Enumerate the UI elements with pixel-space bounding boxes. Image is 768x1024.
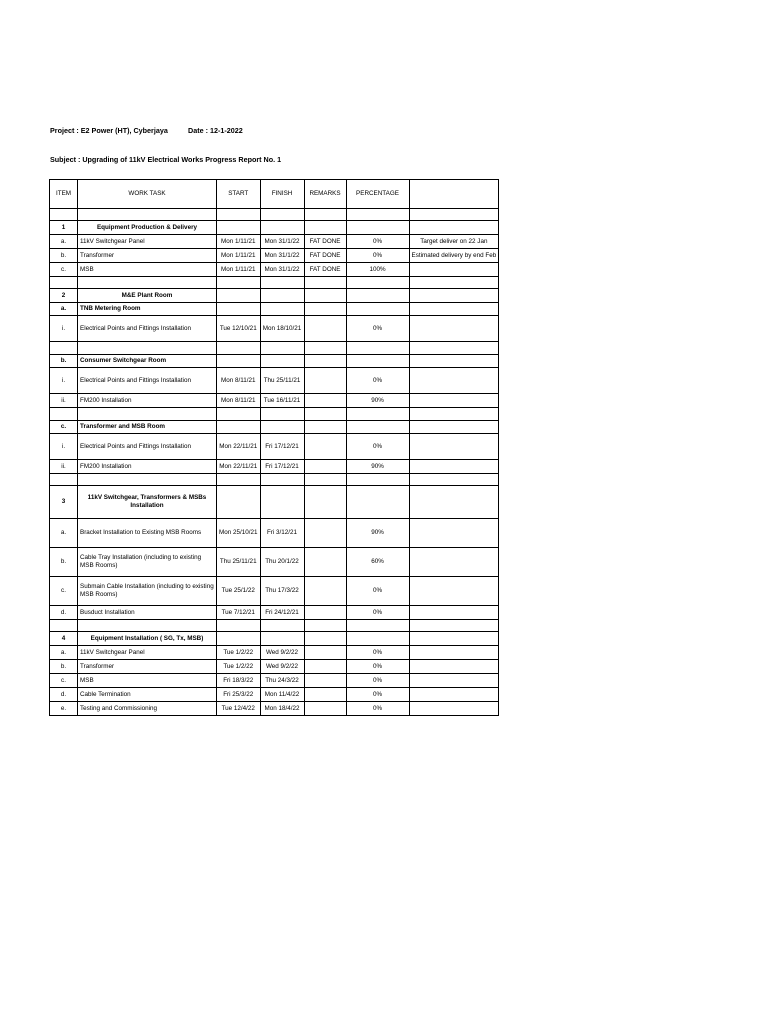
cell-start: Mon 25/10/21 bbox=[217, 519, 261, 548]
cell-remarks bbox=[304, 577, 346, 606]
col-header-start: START bbox=[217, 180, 261, 209]
cell-notes bbox=[409, 702, 499, 716]
cell-item: b. bbox=[50, 249, 78, 263]
table-row bbox=[50, 519, 499, 548]
cell-start bbox=[217, 277, 261, 289]
cell-remarks bbox=[304, 486, 346, 519]
cell-notes bbox=[409, 394, 499, 408]
cell-notes bbox=[409, 519, 499, 548]
progress-table bbox=[49, 179, 499, 716]
cell-percentage bbox=[346, 277, 409, 289]
cell-work-task bbox=[78, 342, 217, 355]
cell-item: ii. bbox=[50, 460, 78, 474]
cell-percentage: 0% bbox=[346, 674, 409, 688]
cell-remarks bbox=[304, 368, 346, 394]
cell-start: Tue 12/10/21 bbox=[217, 316, 261, 342]
cell-notes bbox=[409, 688, 499, 702]
cell-remarks bbox=[304, 646, 346, 660]
col-header-item: ITEM bbox=[50, 180, 78, 209]
cell-item: c. bbox=[50, 674, 78, 688]
cell-notes bbox=[409, 316, 499, 342]
cell-finish: Fri 24/12/21 bbox=[260, 606, 304, 620]
cell-percentage: 0% bbox=[346, 577, 409, 606]
table-row bbox=[50, 394, 499, 408]
project-label: Project : E2 Power (HT), Cyberjaya bbox=[50, 126, 168, 135]
cell-percentage bbox=[346, 620, 409, 632]
cell-work-task: Transformer and MSB Room bbox=[78, 421, 217, 434]
cell-notes bbox=[409, 660, 499, 674]
cell-item bbox=[50, 342, 78, 355]
cell-start: Mon 1/11/21 bbox=[217, 263, 261, 277]
cell-notes bbox=[409, 620, 499, 632]
cell-notes bbox=[409, 632, 499, 646]
table-row bbox=[50, 342, 499, 355]
cell-remarks: FAT DONE bbox=[304, 235, 346, 249]
cell-item: b. bbox=[50, 548, 78, 577]
cell-notes bbox=[409, 460, 499, 474]
cell-work-task: Bracket Installation to Existing MSB Rooms bbox=[78, 519, 217, 548]
cell-item: 1 bbox=[50, 221, 78, 235]
cell-work-task: Equipment Installation ( SG, Tx, MSB) bbox=[78, 632, 217, 646]
cell-percentage: 0% bbox=[346, 702, 409, 716]
cell-percentage bbox=[346, 355, 409, 368]
cell-remarks: FAT DONE bbox=[304, 249, 346, 263]
cell-work-task: 11kV Switchgear Panel bbox=[78, 235, 217, 249]
cell-percentage: 90% bbox=[346, 519, 409, 548]
cell-remarks bbox=[304, 620, 346, 632]
cell-start bbox=[217, 421, 261, 434]
cell-item bbox=[50, 408, 78, 421]
cell-work-task: MSB bbox=[78, 674, 217, 688]
table-row bbox=[50, 368, 499, 394]
cell-work-task: Testing and Commissioning bbox=[78, 702, 217, 716]
cell-percentage: 0% bbox=[346, 606, 409, 620]
cell-remarks bbox=[304, 289, 346, 303]
cell-item: b. bbox=[50, 660, 78, 674]
cell-finish bbox=[260, 620, 304, 632]
cell-finish: Thu 24/3/22 bbox=[260, 674, 304, 688]
cell-work-task: Submain Cable Installation (including to existing MSB Rooms) bbox=[78, 577, 217, 606]
cell-remarks bbox=[304, 408, 346, 421]
cell-start: Mon 22/11/21 bbox=[217, 460, 261, 474]
cell-start: Mon 22/11/21 bbox=[217, 434, 261, 460]
cell-remarks bbox=[304, 702, 346, 716]
cell-work-task: TNB Metering Room bbox=[78, 303, 217, 316]
table-row bbox=[50, 646, 499, 660]
report-date: Date : 12-1-2022 bbox=[188, 126, 243, 135]
cell-finish: Fri 17/12/21 bbox=[260, 434, 304, 460]
section-row bbox=[50, 632, 499, 646]
cell-finish: Tue 16/11/21 bbox=[260, 394, 304, 408]
cell-remarks bbox=[304, 460, 346, 474]
cell-remarks bbox=[304, 519, 346, 548]
table-row bbox=[50, 474, 499, 486]
cell-start: Mon 8/11/21 bbox=[217, 394, 261, 408]
cell-remarks bbox=[304, 548, 346, 577]
cell-work-task: Cable Termination bbox=[78, 688, 217, 702]
cell-start: Fri 25/3/22 bbox=[217, 688, 261, 702]
cell-start bbox=[217, 355, 261, 368]
cell-notes bbox=[409, 342, 499, 355]
cell-item: ii. bbox=[50, 394, 78, 408]
cell-percentage bbox=[346, 421, 409, 434]
cell-percentage bbox=[346, 209, 409, 221]
cell-item: c. bbox=[50, 263, 78, 277]
col-header-remarks: REMARKS bbox=[304, 180, 346, 209]
cell-remarks bbox=[304, 688, 346, 702]
cell-finish: Wed 9/2/22 bbox=[260, 646, 304, 660]
table-row bbox=[50, 702, 499, 716]
cell-finish bbox=[260, 221, 304, 235]
col-header-work-task: WORK TASK bbox=[78, 180, 217, 209]
cell-work-task bbox=[78, 620, 217, 632]
cell-finish: Mon 31/1/22 bbox=[260, 235, 304, 249]
cell-work-task: Busduct Installation bbox=[78, 606, 217, 620]
cell-item: i. bbox=[50, 368, 78, 394]
cell-percentage bbox=[346, 408, 409, 421]
cell-finish: Mon 31/1/22 bbox=[260, 249, 304, 263]
col-header-finish: FINISH bbox=[260, 180, 304, 209]
cell-start bbox=[217, 486, 261, 519]
cell-finish bbox=[260, 355, 304, 368]
cell-finish bbox=[260, 474, 304, 486]
cell-finish bbox=[260, 342, 304, 355]
subsection-row bbox=[50, 355, 499, 368]
cell-item: 4 bbox=[50, 632, 78, 646]
cell-remarks bbox=[304, 316, 346, 342]
cell-item bbox=[50, 474, 78, 486]
cell-finish bbox=[260, 277, 304, 289]
cell-item: 2 bbox=[50, 289, 78, 303]
cell-start bbox=[217, 289, 261, 303]
cell-work-task: Equipment Production & Delivery bbox=[78, 221, 217, 235]
cell-notes bbox=[409, 355, 499, 368]
section-row bbox=[50, 221, 499, 235]
cell-finish bbox=[260, 209, 304, 221]
cell-percentage bbox=[346, 474, 409, 486]
table-row bbox=[50, 408, 499, 421]
cell-notes bbox=[409, 606, 499, 620]
cell-remarks bbox=[304, 474, 346, 486]
cell-work-task: FM200 Installation bbox=[78, 460, 217, 474]
cell-work-task bbox=[78, 277, 217, 289]
cell-item: a. bbox=[50, 235, 78, 249]
cell-work-task: Electrical Points and Fittings Installation bbox=[78, 316, 217, 342]
cell-item: a. bbox=[50, 303, 78, 316]
cell-work-task: Transformer bbox=[78, 660, 217, 674]
cell-percentage: 0% bbox=[346, 235, 409, 249]
cell-start bbox=[217, 209, 261, 221]
cell-item: a. bbox=[50, 646, 78, 660]
cell-percentage: 100% bbox=[346, 263, 409, 277]
cell-notes bbox=[409, 303, 499, 316]
cell-finish bbox=[260, 289, 304, 303]
cell-item: c. bbox=[50, 421, 78, 434]
cell-item: 3 bbox=[50, 486, 78, 519]
cell-notes bbox=[409, 368, 499, 394]
table-row bbox=[50, 316, 499, 342]
cell-finish: Mon 18/10/21 bbox=[260, 316, 304, 342]
cell-remarks bbox=[304, 209, 346, 221]
cell-notes bbox=[409, 646, 499, 660]
cell-work-task: 11kV Switchgear, Transformers & MSBs Installation bbox=[78, 486, 217, 519]
subsection-row bbox=[50, 421, 499, 434]
cell-notes bbox=[409, 486, 499, 519]
cell-remarks bbox=[304, 342, 346, 355]
cell-notes bbox=[409, 674, 499, 688]
cell-remarks bbox=[304, 632, 346, 646]
cell-remarks bbox=[304, 421, 346, 434]
table-row bbox=[50, 660, 499, 674]
table-row bbox=[50, 606, 499, 620]
cell-start: Mon 1/11/21 bbox=[217, 235, 261, 249]
cell-percentage bbox=[346, 632, 409, 646]
cell-finish: Fri 17/12/21 bbox=[260, 460, 304, 474]
cell-finish: Fri 3/12/21 bbox=[260, 519, 304, 548]
cell-finish bbox=[260, 303, 304, 316]
cell-remarks: FAT DONE bbox=[304, 263, 346, 277]
section-row bbox=[50, 289, 499, 303]
cell-remarks bbox=[304, 303, 346, 316]
cell-item: e. bbox=[50, 702, 78, 716]
cell-start: Fri 18/3/22 bbox=[217, 674, 261, 688]
cell-remarks bbox=[304, 277, 346, 289]
cell-start bbox=[217, 408, 261, 421]
cell-finish: Thu 25/11/21 bbox=[260, 368, 304, 394]
cell-work-task: Electrical Points and Fittings Installation bbox=[78, 368, 217, 394]
report-subject: Subject : Upgrading of 11kV Electrical Works Progress Report No. 1 bbox=[50, 155, 282, 164]
cell-item: b. bbox=[50, 355, 78, 368]
cell-start: Tue 25/1/22 bbox=[217, 577, 261, 606]
cell-remarks bbox=[304, 660, 346, 674]
cell-notes bbox=[409, 289, 499, 303]
table-row bbox=[50, 460, 499, 474]
table-header-row bbox=[50, 180, 499, 209]
cell-remarks bbox=[304, 355, 346, 368]
cell-item: a. bbox=[50, 519, 78, 548]
table-row bbox=[50, 235, 499, 249]
cell-remarks bbox=[304, 221, 346, 235]
cell-notes bbox=[409, 434, 499, 460]
subsection-row bbox=[50, 303, 499, 316]
table-row bbox=[50, 688, 499, 702]
cell-notes bbox=[409, 408, 499, 421]
table-row bbox=[50, 277, 499, 289]
cell-notes bbox=[409, 474, 499, 486]
cell-work-task: MSB bbox=[78, 263, 217, 277]
cell-work-task: 11kV Switchgear Panel bbox=[78, 646, 217, 660]
cell-percentage: 0% bbox=[346, 368, 409, 394]
table-row bbox=[50, 577, 499, 606]
cell-start: Mon 8/11/21 bbox=[217, 368, 261, 394]
cell-percentage: 0% bbox=[346, 434, 409, 460]
cell-finish: Thu 17/3/22 bbox=[260, 577, 304, 606]
table-row bbox=[50, 620, 499, 632]
table-row bbox=[50, 263, 499, 277]
cell-notes bbox=[409, 577, 499, 606]
cell-remarks bbox=[304, 606, 346, 620]
cell-finish bbox=[260, 408, 304, 421]
cell-percentage bbox=[346, 289, 409, 303]
cell-start bbox=[217, 632, 261, 646]
cell-percentage: 0% bbox=[346, 249, 409, 263]
cell-percentage: 0% bbox=[346, 316, 409, 342]
cell-notes bbox=[409, 263, 499, 277]
cell-item: d. bbox=[50, 606, 78, 620]
cell-work-task: Transformer bbox=[78, 249, 217, 263]
cell-percentage bbox=[346, 486, 409, 519]
cell-item: i. bbox=[50, 434, 78, 460]
cell-start bbox=[217, 620, 261, 632]
cell-notes bbox=[409, 548, 499, 577]
cell-percentage: 0% bbox=[346, 660, 409, 674]
cell-percentage: 90% bbox=[346, 460, 409, 474]
cell-work-task: Electrical Points and Fittings Installation bbox=[78, 434, 217, 460]
cell-remarks bbox=[304, 674, 346, 688]
cell-work-task bbox=[78, 408, 217, 421]
table-row bbox=[50, 209, 499, 221]
cell-notes bbox=[409, 209, 499, 221]
col-header-percentage: PERCENTAGE bbox=[346, 180, 409, 209]
cell-finish: Thu 20/1/22 bbox=[260, 548, 304, 577]
cell-work-task: Consumer Switchgear Room bbox=[78, 355, 217, 368]
cell-work-task bbox=[78, 209, 217, 221]
cell-start: Tue 1/2/22 bbox=[217, 646, 261, 660]
cell-item bbox=[50, 209, 78, 221]
cell-work-task: FM200 Installation bbox=[78, 394, 217, 408]
cell-finish bbox=[260, 421, 304, 434]
cell-finish: Mon 31/1/22 bbox=[260, 263, 304, 277]
table-row bbox=[50, 434, 499, 460]
cell-item: c. bbox=[50, 577, 78, 606]
cell-percentage: 60% bbox=[346, 548, 409, 577]
table-row bbox=[50, 249, 499, 263]
cell-remarks bbox=[304, 394, 346, 408]
cell-start: Mon 1/11/21 bbox=[217, 249, 261, 263]
cell-remarks bbox=[304, 434, 346, 460]
cell-percentage bbox=[346, 303, 409, 316]
cell-item: d. bbox=[50, 688, 78, 702]
cell-start bbox=[217, 303, 261, 316]
cell-finish: Mon 11/4/22 bbox=[260, 688, 304, 702]
cell-percentage: 90% bbox=[346, 394, 409, 408]
cell-start bbox=[217, 474, 261, 486]
cell-percentage: 0% bbox=[346, 688, 409, 702]
cell-start bbox=[217, 221, 261, 235]
section-row bbox=[50, 486, 499, 519]
cell-finish: Wed 9/2/22 bbox=[260, 660, 304, 674]
cell-finish bbox=[260, 632, 304, 646]
cell-start bbox=[217, 342, 261, 355]
col-header-notes bbox=[409, 180, 499, 209]
cell-start: Tue 7/12/21 bbox=[217, 606, 261, 620]
cell-percentage: 0% bbox=[346, 646, 409, 660]
cell-start: Tue 1/2/22 bbox=[217, 660, 261, 674]
cell-notes bbox=[409, 221, 499, 235]
cell-start: Thu 25/11/21 bbox=[217, 548, 261, 577]
cell-notes: Target deliver on 22 Jan bbox=[409, 235, 499, 249]
cell-notes bbox=[409, 421, 499, 434]
cell-percentage bbox=[346, 221, 409, 235]
cell-percentage bbox=[346, 342, 409, 355]
cell-work-task: Cable Tray Installation (including to existing MSB Rooms) bbox=[78, 548, 217, 577]
cell-finish bbox=[260, 486, 304, 519]
cell-work-task: M&E Plant Room bbox=[78, 289, 217, 303]
cell-notes: Estimated delivery by end Feb bbox=[409, 249, 499, 263]
cell-work-task bbox=[78, 474, 217, 486]
cell-item bbox=[50, 277, 78, 289]
cell-notes bbox=[409, 277, 499, 289]
table-row bbox=[50, 548, 499, 577]
cell-item bbox=[50, 620, 78, 632]
cell-start: Tue 12/4/22 bbox=[217, 702, 261, 716]
cell-item: i. bbox=[50, 316, 78, 342]
cell-finish: Mon 18/4/22 bbox=[260, 702, 304, 716]
table-row bbox=[50, 674, 499, 688]
